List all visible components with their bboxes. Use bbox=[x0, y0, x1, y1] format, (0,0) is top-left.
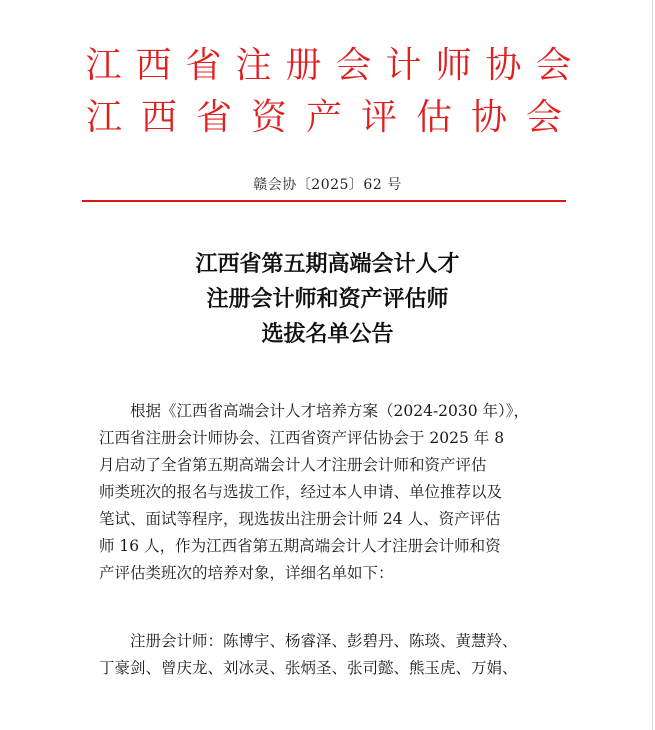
body-text-line: 产评估类班次的培养对象，详细名单如下： bbox=[99, 564, 394, 582]
issuer-name-asset-appraisal-association: 江西省资产评估协会 bbox=[85, 97, 581, 138]
body-text-line: 笔试、面试等程序，现选拔出注册会计师 24 人、资产评估 bbox=[99, 510, 501, 528]
document-title-line-1: 江西省第五期高端会计人才 bbox=[195, 251, 460, 277]
body-text-line: 丁豪剑、曾庆龙、刘冰灵、张炳圣、张司懿、熊玉虎、万娟、 bbox=[99, 659, 518, 677]
issuer-name-cpa-association: 江西省注册会计师协会 bbox=[85, 45, 586, 86]
body-text-line: 师 16 人，作为江西省第五期高端会计人才注册会计师和资 bbox=[99, 537, 501, 555]
body-text-line: 根据《江西省高端会计人才培养方案（2024-2030 年）》， bbox=[99, 402, 530, 420]
body-text-line: 月启动了全省第五期高端会计人才注册会计师和资产评估 bbox=[99, 456, 487, 474]
body-paragraph-1 bbox=[99, 398, 555, 587]
document-title-line-3: 选拔名单公告 bbox=[261, 321, 394, 347]
document-number: 赣会协〔2025〕62 号 bbox=[253, 177, 402, 193]
document-title-line-2: 注册会计师和资产评估师 bbox=[206, 286, 449, 312]
body-text-line: 江西省注册会计师协会、江西省资产评估协会于 2025 年 8 bbox=[99, 429, 505, 447]
body-text-line: 注册会计师：陈博宇、杨睿泽、彭碧丹、陈琰、黄慧羚、 bbox=[99, 632, 518, 650]
body-text-line: 师类班次的报名与选拔工作，经过本人申请、单位推荐以及 bbox=[99, 483, 503, 501]
body-paragraph-2 bbox=[99, 628, 555, 682]
red-divider bbox=[82, 200, 566, 202]
